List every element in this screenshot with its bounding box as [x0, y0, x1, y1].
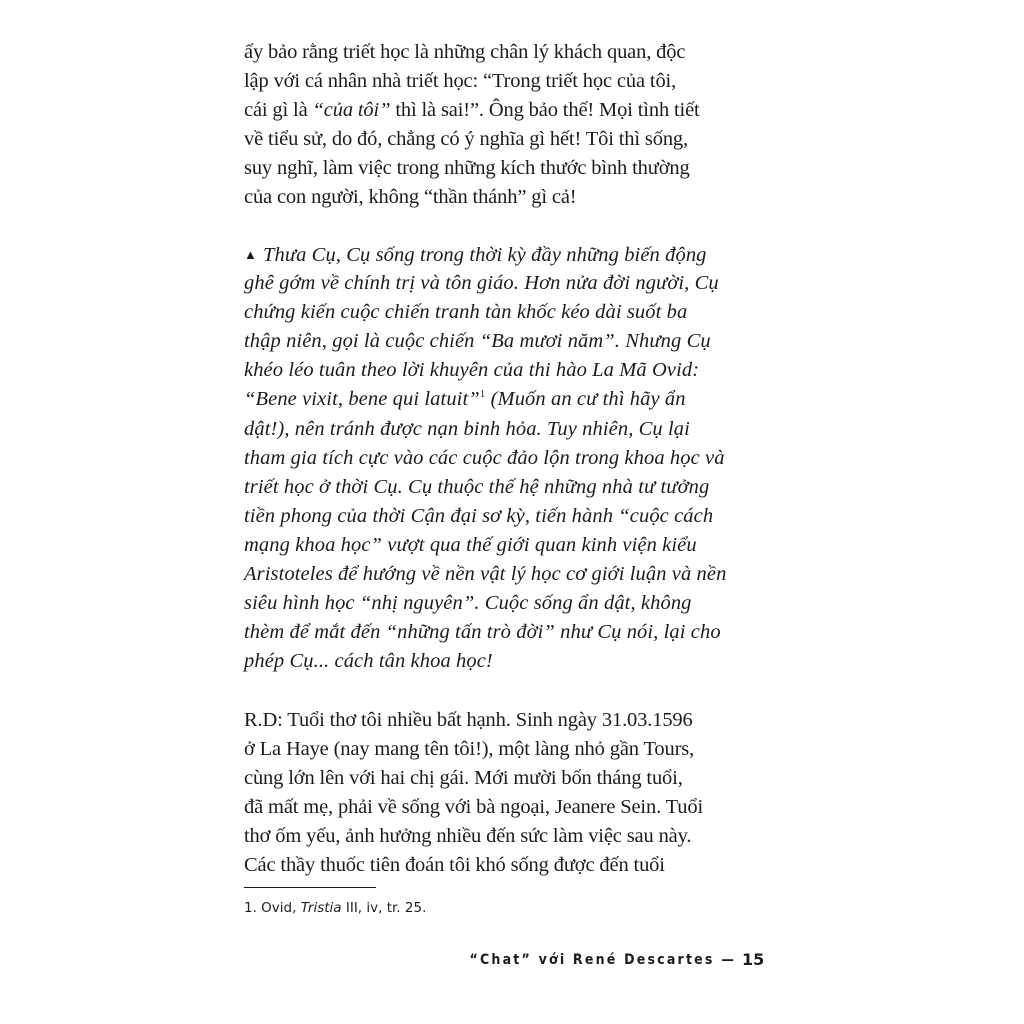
footnote-number: 1.: [244, 900, 257, 916]
text-span: “Bene vixit, bene qui latuit”: [244, 388, 480, 411]
text-line: siêu hình học “nhị nguyên”. Cuộc sống ẩn dật, không: [244, 592, 692, 615]
text-line: cùng lớn lên với hai chị gái. Mới mười bốn tháng tuổi,: [244, 767, 683, 790]
text-line: [244, 96, 744, 125]
text-line: dật!), nên tránh được nạn binh hỏa. Tuy nhiên, Cụ lại: [244, 417, 690, 440]
text-line: về tiểu sử, do đó, chẳng có ý nghĩa gì hết! Tôi thì sống,: [244, 128, 689, 151]
text-line: thơ ốm yếu, ảnh hưởng nhiều đến sức làm việc sau này.: [244, 825, 692, 848]
text-span: thì là sai!”. Ông bảo thế! Mọi tình tiết: [390, 99, 700, 122]
text-span: cái gì là: [244, 99, 313, 122]
text-line: Các thầy thuốc tiên đoán tôi khó sống được đến tuổi: [244, 854, 665, 877]
text-line: phép Cụ... cách tân khoa học!: [244, 650, 493, 673]
text-line: Aristoteles để hướng về nền vật lý học cơ giới luận và nền: [244, 563, 727, 586]
text-line: của con người, không “thần thánh” gì cả!: [244, 186, 577, 209]
text-line: khéo léo tuân theo lời khuyên của thi hào La Mã Ovid:: [244, 359, 700, 382]
text-line: suy nghĩ, làm việc trong những kích thước bình thường: [244, 157, 690, 180]
text-line: ở La Haye (nay mang tên tôi!), một làng nhỏ gần Tours,: [244, 738, 695, 761]
text-line: ghê gớm về chính trị và tôn giáo. Hơn nửa đời người, Cụ: [244, 272, 719, 295]
text-line: lập với cá nhân nhà triết học: “Trong triết học của tôi,: [244, 70, 677, 93]
emphasis-text: “của tôi”: [312, 99, 391, 122]
paragraph-descartes-reply-1: [244, 38, 744, 213]
interviewer-question: [244, 240, 744, 676]
text-line: [244, 240, 744, 269]
text-span: (Muốn an cư thì hãy ẩn: [485, 388, 686, 411]
text-line: mạng khoa học” vượt qua thế giới quan kinh viện kiểu: [244, 533, 697, 556]
text-line: ấy bảo rằng triết học là những chân lý khách quan, độc: [244, 41, 686, 63]
running-footer-title: “Chat” với René Descartes —: [469, 952, 736, 968]
page-number: 15: [742, 950, 765, 969]
paragraph-descartes-reply-2: [244, 706, 744, 881]
text-line: [244, 385, 744, 414]
footnote-reference: 1: [479, 388, 486, 401]
footnote-author: Ovid,: [256, 900, 301, 916]
footnote-work-title: Tristia: [300, 900, 342, 916]
text-line: tham gia tích cực vào các cuộc đảo lộn trong khoa học và: [244, 446, 725, 469]
text-line: đã mất mẹ, phải về sống với bà ngoại, Jeanere Sein. Tuổi: [244, 796, 704, 819]
triangle-marker-icon: ▲: [244, 247, 257, 262]
text-line: thập niên, gọi là cuộc chiến “Ba mươi năm”. Nhưng Cụ: [244, 330, 711, 353]
text-span: Thưa Cụ, Cụ sống trong thời kỳ đầy những biến động: [262, 244, 707, 266]
text-line: tiền phong của thời Cận đại sơ kỳ, tiến hành “cuộc cách: [244, 504, 714, 527]
text-line: triết học ở thời Cụ. Cụ thuộc thế hệ những nhà tư tưởng: [244, 475, 710, 498]
footnote: [244, 898, 426, 918]
text-line: chứng kiến cuộc chiến tranh tàn khốc kéo dài suốt ba: [244, 301, 688, 324]
text-line: thèm để mắt đến “những tấn trò đời” như Cụ nói, lại cho: [244, 621, 721, 644]
footnote-citation: III, iv, tr. 25.: [341, 900, 427, 916]
text-line: R.D: Tuổi thơ tôi nhiều bất hạnh. Sinh ngày 31.03.1596: [244, 709, 693, 731]
footnote-divider: [244, 887, 376, 888]
